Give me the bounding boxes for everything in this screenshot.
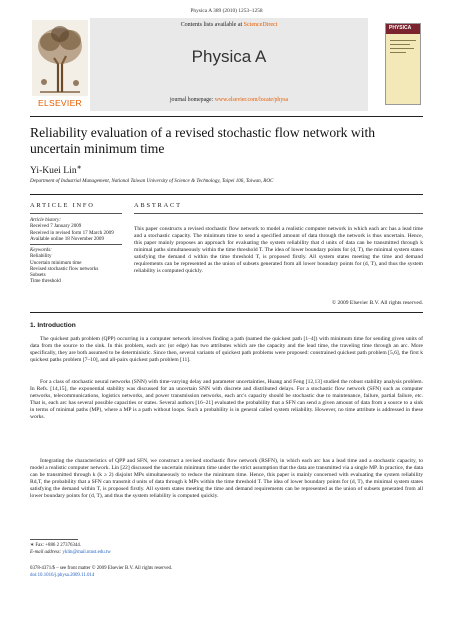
footnote-mark: ∗ bbox=[30, 543, 35, 548]
keywords bbox=[30, 247, 126, 285]
author-email-link[interactable]: yklin@mail.ntust.edu.tw bbox=[62, 550, 111, 555]
article-info-rule bbox=[30, 213, 122, 214]
article-history bbox=[30, 217, 126, 242]
sciencedirect-link[interactable]: ScienceDirect bbox=[243, 22, 278, 28]
issn-line: 0378-4371/$ – see front matter © 2009 Elsevier B.V. All rights reserved. bbox=[30, 566, 173, 571]
journal-masthead bbox=[30, 18, 423, 113]
history-keywords-rule bbox=[30, 244, 122, 245]
article-title: Reliability evaluation of a revised stochastic flow network with uncertain minimum time bbox=[30, 125, 376, 156]
abstract-text: This paper constructs a revised stochastic flow network to model a realistic computer network in which each arc has a lead time and a stochastic capacity. The minimum time to send a specified amount of data through the network is thus uncertain. Hence, this paper mainly proposes an approach for evaluating the system reliability that d units of data can be transmitted through k minimal paths simultaneously within the time threshold T. The idea of lower boundary points for (d, T), the minimal system states satisfying the demand d within the time threshold T, is proposed firstly. All system states meeting the time and demand requirements can be represented as the union of subsets generated from all lower boundary points for (d, T), and thus the system reliability is computed quickly. bbox=[134, 226, 423, 275]
history-label: Article history: bbox=[30, 217, 61, 223]
abstract-heading: ABSTRACT bbox=[134, 202, 182, 209]
keyword-item: Uncertain minimum time bbox=[30, 259, 82, 266]
footnote-email bbox=[30, 550, 111, 556]
footnote-rule bbox=[30, 539, 78, 540]
author-affiliation: Department of Industrial Management, National Taiwan University of Science & Technology, Taipei 106, Taiwan, ROC bbox=[30, 178, 274, 184]
doi-line bbox=[30, 573, 94, 579]
author-line bbox=[30, 164, 82, 176]
journal-homepage-link[interactable]: www.elsevier.com/locate/physa bbox=[214, 97, 289, 103]
homepage-prefix: journal homepage: bbox=[169, 97, 215, 103]
history-item: Available online 18 November 2009 bbox=[30, 235, 105, 242]
elsevier-logo bbox=[32, 20, 88, 108]
cover-title: PHYSICA bbox=[389, 25, 412, 31]
contents-line bbox=[90, 22, 368, 28]
author-name: Yi-Kuei Lin bbox=[30, 165, 77, 177]
keywords-label: Keywords: bbox=[30, 247, 52, 253]
history-item: Received 7 January 2009 bbox=[30, 223, 82, 230]
fax-number: Fax: +886 2 27376344. bbox=[35, 543, 82, 548]
keyword-item: Reliability bbox=[30, 253, 52, 260]
section-heading: 1. Introduction bbox=[30, 322, 76, 329]
header-rule bbox=[30, 194, 423, 195]
running-head: Physica A 389 (2010) 1253–1258 bbox=[190, 8, 263, 14]
body-paragraph: For a class of stochastic neural networks (SNN) with time-varying delay and parameter uncertainties, Huang and Feng [12,13] studied the robust stability analysis problem. In Refs. [14,15], the exponential stability was discussed for an uncertain SNN with discrete and distributed delays. For a stochastic flow network (SFN) such as computer networks, telecommunications, logistics networks, and power transmission networks, each arc's capacity should be stochastic due to maintenance, failure, partial failure, etc. That is, each arc has several possible capacities or states. Several authors [16–21] evaluated the probability that a SFN can send a given amount of data from a source to a sink in terms of minimal paths (MP), where a MP is a path without loops. Such a probability is in general called system reliability. However, no time attribute is addressed in these works. bbox=[30, 379, 423, 421]
copyright-line: © 2009 Elsevier B.V. All rights reserved. bbox=[331, 300, 423, 306]
elsevier-tree-icon bbox=[32, 20, 88, 96]
masthead-band bbox=[90, 18, 368, 111]
doi-link[interactable]: doi:10.1016/j.physa.2009.11.014 bbox=[30, 573, 95, 578]
body-paragraph: The quickest path problem (QPP) occurring in a computer network involves finding a path (named the quickest path [1–4]) with minimum time for sending given units of data from the source to the sink. In this problem, each arc (or edge) has two attributes which are the capacity and the lead time, the traveling time through an arc. More specifically, they are both assumed to be deterministic. Since then, several variants of quickest path problems were proposed: constrained quickest path problem [5,6], the first k quickest paths problem [7–10], and all-pairs quickest path problem [11]. bbox=[30, 336, 423, 364]
journal-title: Physica A bbox=[191, 47, 267, 66]
journal-cover-thumbnail bbox=[385, 23, 421, 105]
masthead-rule bbox=[30, 116, 423, 117]
author-footnote-mark[interactable]: ∗ bbox=[76, 165, 82, 171]
footnote-fax bbox=[30, 543, 81, 549]
article-info-heading: ARTICLE INFO bbox=[30, 202, 95, 209]
abstract-bottom-rule bbox=[30, 312, 423, 313]
cover-line bbox=[390, 48, 414, 49]
keyword-item: Revised stochastic flow networks bbox=[30, 265, 99, 272]
publisher-logo-word: ELSEVIER bbox=[38, 98, 82, 108]
contents-prefix: Contents lists available at bbox=[180, 22, 244, 28]
body-paragraph: Integrating the characteristics of QPP and SFN, we construct a revised stochastic flow network (RSFN), in which each arc has a lead time and a stochastic capacity, to model a realistic computer network. Lin [22] discussed the uncertain minimum time under the strict assumption that the data are transmitted via a single MP. In practice, the data can be transmitted through k (k ≥ 2) disjoint MPs simultaneously to reduce the minimum time. Hence, this paper is mainly concerned with evaluating the system reliability Rd,T, the probability that a SFN can transmit d units of data through k MPs within the time threshold T. The idea of lower boundary points for (d, T), the minimal system states satisfying the demand within T, is proposed firstly. All system states meeting the time and demand requirements can be represented as the union of subsets generated from all lower boundary points for (d, T), and thus the system reliability is computed quickly. bbox=[30, 458, 423, 500]
cover-line bbox=[390, 40, 416, 41]
keyword-item: Subsets bbox=[30, 272, 46, 279]
keyword-item: Time threshold bbox=[30, 278, 61, 285]
homepage-line bbox=[90, 97, 368, 103]
cover-line bbox=[390, 52, 406, 53]
abstract-rule bbox=[134, 213, 423, 214]
history-item: Received in revised form 17 March 2009 bbox=[30, 229, 114, 236]
email-label: E-mail address: bbox=[30, 550, 63, 555]
cover-line bbox=[390, 44, 410, 45]
